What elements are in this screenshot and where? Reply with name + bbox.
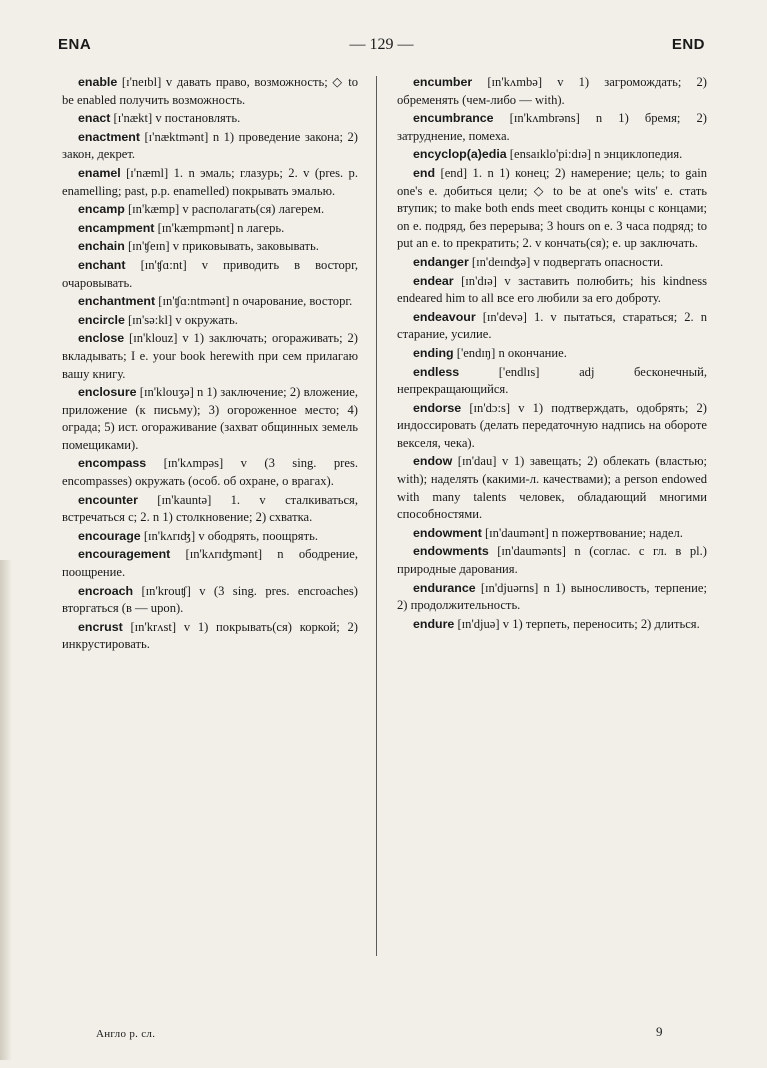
entry-headword: encompass <box>78 456 147 471</box>
header-right-guide-word: END <box>671 36 705 53</box>
entry-headword: enchain <box>78 239 125 254</box>
entry-definition: [ɪn'kʌrɪʤmənt] n ободрение, поощрение. <box>62 547 358 580</box>
entry-headword: enable <box>78 75 118 89</box>
entry-definition: [ɪn'dau] v 1) завещать; 2) облекать (властью; with); наделять (какими-л. качествами); a person endowed with many talents человек, обладающий многими способностями. <box>397 454 707 522</box>
dictionary-entry <box>397 165 707 253</box>
entry-headword: enact <box>78 111 111 126</box>
entry-definition: [ɪn'devə] 1. v пытаться, стараться; 2. n старание, усилие. <box>397 309 707 342</box>
entry-headword: encumbrance <box>413 111 494 126</box>
dictionary-entry <box>62 492 358 527</box>
entry-headword: encampment <box>78 220 155 235</box>
entry-definition: [ɪn'kʌmbə] v 1) загромождать; 2) обременять (чем-либо — with). <box>397 75 707 107</box>
dictionary-entry <box>62 583 358 618</box>
dictionary-entry <box>62 220 358 238</box>
dictionary-entry <box>397 616 707 634</box>
dictionary-entry <box>62 330 358 383</box>
dictionary-entry <box>397 273 707 308</box>
entry-definition: [ɪn'krʌst] v 1) покрывать(ся) коркой; 2) инкрустировать. <box>62 619 358 652</box>
entry-headword: encircle <box>78 312 125 327</box>
dictionary-entry <box>62 546 358 581</box>
dictionary-entry <box>62 384 358 454</box>
dictionary-entry <box>62 619 358 654</box>
entry-headword: enchant <box>78 257 126 272</box>
entry-definition: [ɪ'nækt] v постановлять. <box>110 111 241 126</box>
dictionary-entry <box>62 312 358 330</box>
dictionary-entry <box>397 453 707 523</box>
entry-headword: endear <box>413 273 454 288</box>
dictionary-entry <box>62 74 358 109</box>
dictionary-entry <box>62 129 358 164</box>
entry-definition: [ɪn'kʌmpəs] v (3 sing. pres. encompasses) окружать (особ. об охране, о врагах). <box>62 456 358 489</box>
entry-definition: [ɪn'kʌmbrəns] n 1) бремя; 2) затруднение, помеха. <box>397 111 707 143</box>
entry-definition: [ɪn'klouz] v 1) заключать; огораживать; 2) вкладывать; I e. your book herewith при сем прилагаю вашу книгу. <box>62 331 358 381</box>
entry-headword: encroach <box>78 583 134 598</box>
entry-definition: [ɪn'ʧɑ:nt] v приводить в восторг, очаровывать. <box>62 257 358 290</box>
dictionary-entry <box>397 364 707 399</box>
entry-definition: [ɪn'kæmpmənt] n лагерь. <box>154 220 285 235</box>
entry-headword: encamp <box>78 202 125 217</box>
page-gutter-shadow <box>0 560 12 1060</box>
dictionary-entry <box>397 525 707 543</box>
entry-headword: enclosure <box>78 385 137 400</box>
dictionary-entry <box>62 455 358 490</box>
entry-definition: [ɪn'deɪnʤə] v подвергать опасности. <box>468 254 664 269</box>
right-column <box>397 74 707 634</box>
entry-headword: endanger <box>413 254 469 269</box>
dictionary-columns <box>62 74 709 964</box>
entry-definition: [ɪn'kæmp] v располагать(ся) лагерем. <box>124 202 325 217</box>
entry-headword: endowment <box>413 525 482 540</box>
entry-definition: [ɪ'næml] 1. n эмаль; глазурь; 2. v (pres. p. enamelling; past, p.p. enamelled) покрывать эмалью. <box>62 165 358 198</box>
entry-definition: ['endɪŋ] n окончание. <box>453 345 567 360</box>
entry-headword: enclose <box>78 331 125 346</box>
entry-headword: enchantment <box>78 294 156 309</box>
running-head <box>58 36 705 60</box>
entry-definition: [ɪn'ʧɑ:ntmənt] n очарование, восторг. <box>155 294 353 309</box>
dictionary-entry <box>62 201 358 219</box>
dictionary-entry <box>62 293 358 311</box>
entry-definition: [ɪn'dɔ:s] v 1) подтверждать, одобрять; 2) индоссировать (делать передаточную надпись на обороте векселя, чека). <box>397 400 707 450</box>
entry-definition: [ɪn'djuərns] n 1) выносливость, терпение; 2) продолжительность. <box>397 580 707 613</box>
dictionary-entry <box>397 345 707 363</box>
entry-headword: enactment <box>78 129 140 144</box>
entry-headword: endure <box>413 616 455 631</box>
entry-definition: [ɪ'neɪbl] v давать право, возможность; ◇ to be enabled получить возможность. <box>62 75 358 107</box>
entry-definition: [ɪn'klouʒə] n 1) заключение; 2) вложение, приложение (к письму); 3) огороженное место; 4) ограда; 5) ист. огораживание (захват общинных земель помещиками). <box>62 385 358 452</box>
entry-headword: endurance <box>413 580 476 595</box>
dictionary-entry <box>62 110 358 128</box>
header-left-guide-word: ENA <box>58 36 92 53</box>
entry-definition: [ɪn'krouʧ] v (3 sing. pres. encroaches) вторгаться (в — upon). <box>62 583 358 616</box>
dictionary-entry <box>397 146 707 164</box>
entry-definition: [ɪn'daumənts] n (соглас. с гл. в pl.) природные дарования. <box>397 544 707 577</box>
entry-headword: ending <box>413 345 454 360</box>
signature-mark: Англо р. сл. <box>96 1028 156 1040</box>
entry-headword: enamel <box>78 165 121 180</box>
entry-headword: endeavour <box>413 309 476 324</box>
dictionary-entry <box>397 580 707 615</box>
page-number: — 129 — <box>349 36 414 53</box>
entry-headword: end <box>413 165 436 180</box>
sheet-number: 9 <box>656 1024 663 1039</box>
entry-definition: [ensaɪklo'pi:dɪə] n энциклопедия. <box>506 147 683 162</box>
entry-definition: [ɪn'daumənt] n пожертвование; надел. <box>481 525 683 540</box>
entry-definition: ['endlɪs] adj бесконечный, непрекращающийся. <box>397 364 707 397</box>
dictionary-entry <box>397 309 707 344</box>
dictionary-entry <box>397 543 707 578</box>
entry-headword: encounter <box>78 492 138 507</box>
dictionary-entry <box>397 74 707 109</box>
column-divider <box>376 76 377 956</box>
entry-headword: encumber <box>413 75 473 89</box>
entry-definition: [ɪn'kauntə] 1. v сталкиваться, встречаться с; 2. n 1) столкновение; 2) схватка. <box>62 492 358 525</box>
dictionary-entry <box>397 400 707 453</box>
dictionary-entry <box>397 110 707 145</box>
entry-headword: endless <box>413 364 460 379</box>
entry-definition: [ɪ'næktmənt] n 1) проведение закона; 2) закон, декрет. <box>62 129 358 162</box>
entry-headword: encrust <box>78 619 123 634</box>
entry-definition: [ɪn'ʧeɪn] v приковывать, заковывать. <box>124 239 319 254</box>
entry-definition: [ɪn'dɪə] v заставить полюбить; his kindness endeared him to all все его любили за его доброту. <box>397 273 707 306</box>
entry-definition: [ɪn'djuə] v 1) терпеть, переносить; 2) длиться. <box>454 616 700 631</box>
entry-headword: encourage <box>78 528 141 543</box>
dictionary-entry <box>397 254 707 272</box>
entry-definition: [end] 1. n 1) конец; 2) намерение; цель; to gain one's e. добиться цели; ◇ to be at one's wits' e. стать втупик; to make both ends meet сводить концы с концами; on e. подряд, без перерыва; 3 hours on e. 3 часа подряд; to put an e. to прекратить; 2. v кончать(ся); e. up заключать. <box>397 165 707 251</box>
entry-definition: [ɪn'sə:kl] v окружать. <box>124 312 238 327</box>
left-column <box>62 74 358 655</box>
entry-headword: endowments <box>413 544 489 559</box>
entry-headword: encouragement <box>78 547 171 562</box>
entry-headword: encyclop(a)edia <box>413 147 507 162</box>
dictionary-entry <box>62 257 358 292</box>
dictionary-entry <box>62 165 358 200</box>
dictionary-entry <box>62 238 358 256</box>
entry-definition: [ɪn'kʌrɪʤ] v ободрять, поощрять. <box>140 528 318 543</box>
entry-headword: endorse <box>413 400 462 415</box>
entry-headword: endow <box>413 454 453 469</box>
dictionary-entry <box>62 528 358 546</box>
